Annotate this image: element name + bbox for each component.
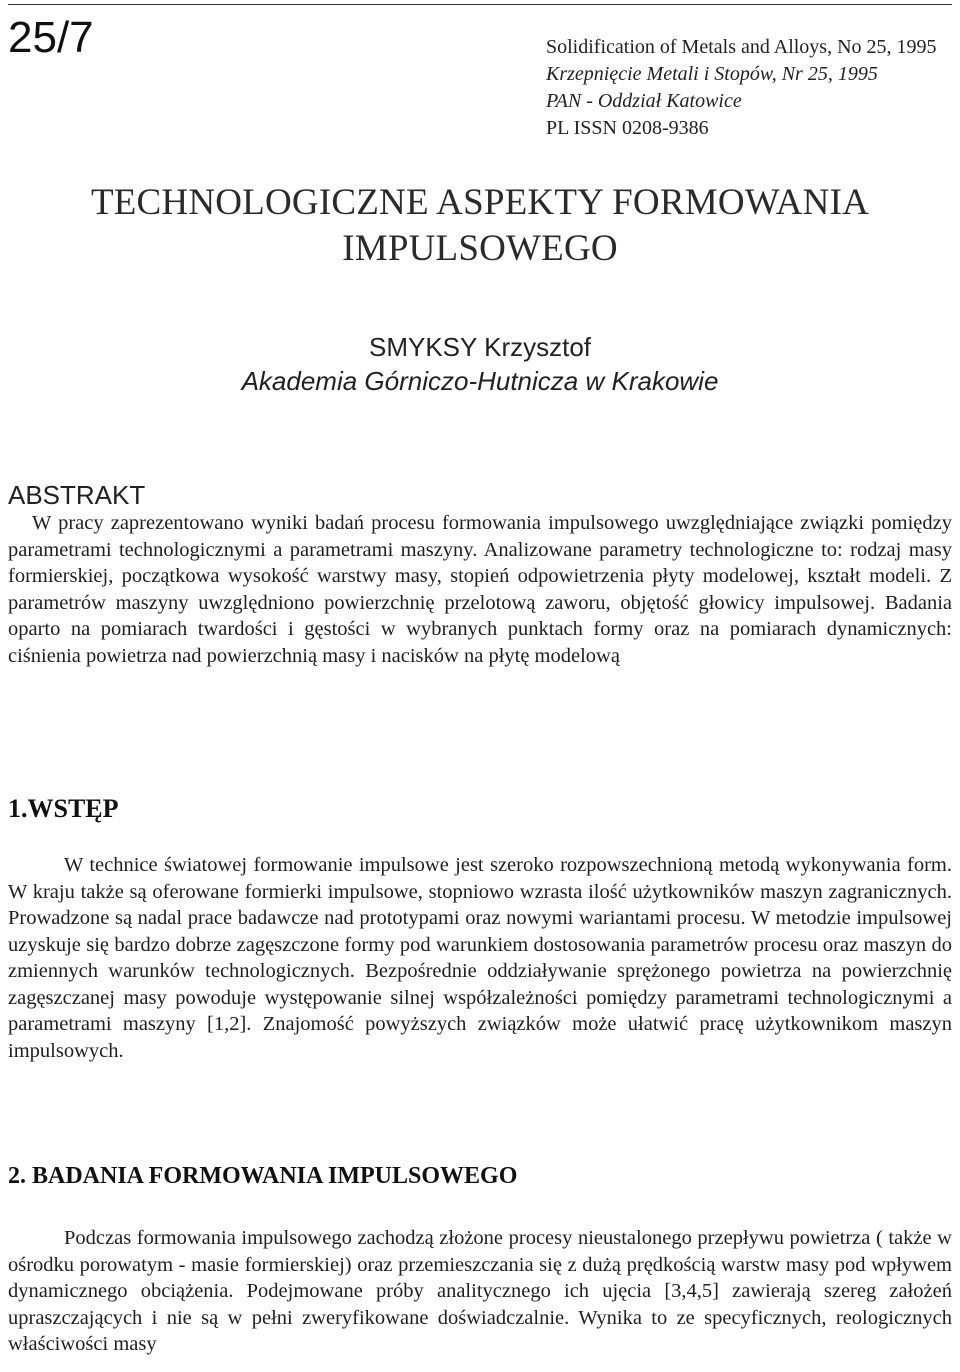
abstract-body: [8, 510, 952, 669]
section-2-text: Podczas formowania impulsowego zachodzą złożone procesy nieustalonego przepływu powietrza ( także w ośrodku porowatym - masie formierskiej) oraz przemieszczania się z dużą prędkością warstw masy pod wpływem dynamicznego obciążenia. Podejmowane próby analitycznego ich ujęcia [3,4,5] zawierają szereg założeń upraszczających i nie są w pełni zweryfikowane doświadczalnie. Wynika to ze specyficznych, reologicznych właściwości masy: [8, 1227, 952, 1355]
abstract-text: W pracy zaprezentowano wyniki badań procesu formowania impulsowego uwzględniające związki pomiędzy parametrami technologicznymi a parametrami maszyny. Analizowane parametry technologiczne to: rodzaj masy formierskiej, początkowa wysokość warstwy masy, stopień odpowietrzenia płyty modelowej, kształt modeli. Z parametrów maszyny uwzględniono powierzchnię przelotową zaworu, objętość głowicy impulsowej. Badania oparto na pomiarach twardości i gęstości w wybranych punktach formy oraz na pomiarach dynamicznych: ciśnienia powietrza nad powierzchnią masy i nacisków na płytę modelową: [8, 512, 952, 667]
title-line-1: TECHNOLOGICZNE ASPEKTY FORMOWANIA: [90, 182, 870, 223]
section-2-heading: 2. BADANIA FORMOWANIA IMPULSOWEGO: [8, 1163, 518, 1189]
section-1-text: W technice światowej formowanie impulsowe jest szeroko rozpowszechnioną metodą wykonywania form. W kraju także są oferowane formierki impulsowe, stopniowo wzrasta ilość użytkowników maszyn zagranicznych. Prowadzone są nadal prace badawcze nad prototypami oraz nowymi wariantami procesu. W metodzie impulsowej uzyskuje się bardzo dobrze zagęszczone formy pod warunkiem dostosowania parametrów procesu oraz maszyn do zmiennych warunków technologicznych. Bezpośrednie oddziaływanie sprężonego powietrza na powierzchnię zagęszczanej masy powoduje występowanie silnej współzależności pomiędzy parametrami technologicznymi a parametrami maszyny [1,2]. Znajomość powyższych związków może ułatwić pracę użytkownikom maszyn impulsowych.: [8, 854, 952, 1062]
journal-line-publisher: PAN - Oddział Katowice: [546, 90, 742, 112]
top-rule: [8, 4, 952, 5]
author-name: SMYKSY Krzysztof: [368, 332, 592, 362]
section-1-heading: 1.WSTĘP: [8, 794, 119, 823]
journal-line-english: Solidification of Metals and Alloys, No 25, 1995: [546, 36, 937, 58]
paper-code: 25/7: [8, 13, 94, 62]
journal-line-issn: PL ISSN 0208-9386: [546, 117, 709, 139]
abstract-heading: ABSTRAKT: [8, 480, 146, 510]
author-affiliation: Akademia Górniczo-Hutnicza w Krakowie: [241, 366, 719, 396]
paper-title: [0, 180, 960, 272]
section-1-body: [8, 852, 952, 1064]
title-line-2: IMPULSOWEGO: [342, 228, 618, 269]
journal-line-polish: Krzepnięcie Metali i Stopów, Nr 25, 1995: [546, 63, 878, 85]
section-2-body: [8, 1225, 952, 1358]
journal-info: [546, 34, 937, 142]
